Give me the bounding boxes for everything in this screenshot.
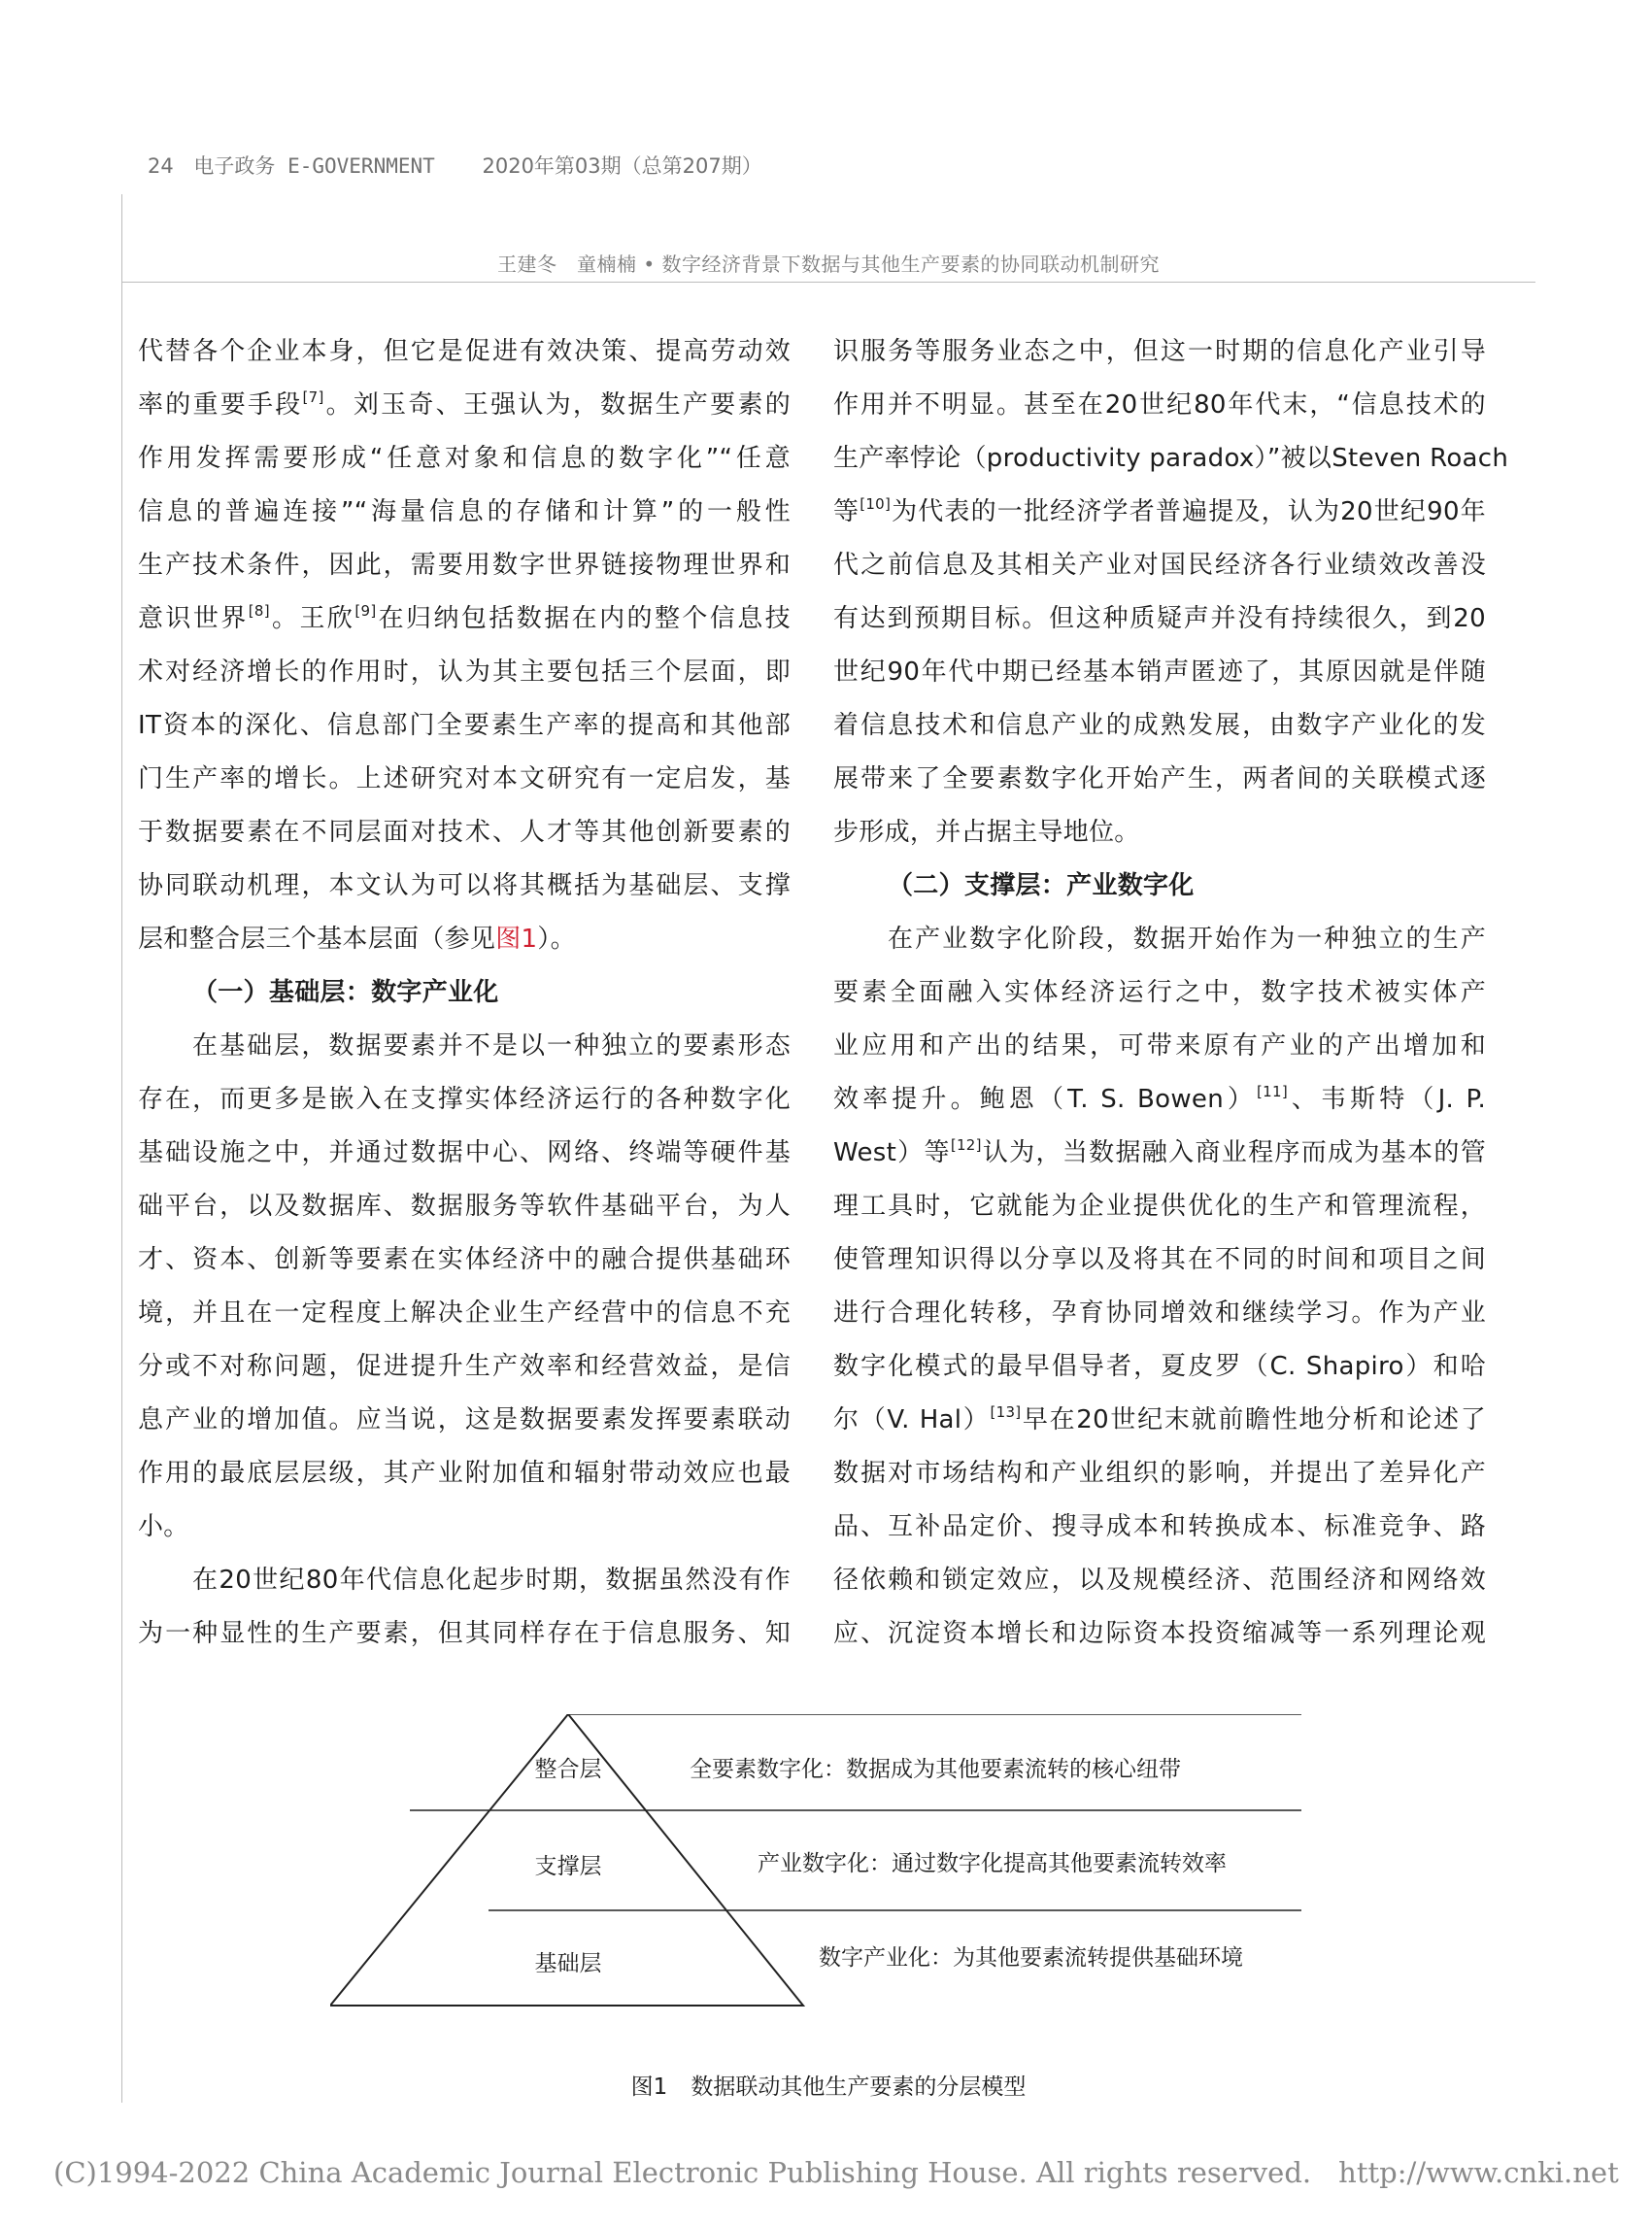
text-line	[138, 1287, 791, 1340]
text-run: 分或不对称问题，促进提升生产效率和经营效益，是信	[138, 1352, 791, 1381]
text-run: 才、资本、创新等要素在实体经济中的融合提供基础环	[138, 1245, 791, 1274]
text-run: 术对经济增长的作用时，认为其主要包括三个层面，即	[138, 658, 791, 687]
text-run: （一）基础层：数字产业化	[192, 978, 499, 1007]
layer-label-integration: 整合层	[534, 1757, 602, 1782]
text-run: 识服务等服务业态之中，但这一时期的信息化产业引导	[833, 337, 1486, 366]
section-heading	[833, 860, 1486, 913]
text-line	[833, 699, 1486, 753]
text-run: 应、沉淀资本增长和边际资本投资缩减等一系列理论观	[833, 1619, 1486, 1648]
magazine-name: 电子政务 E-GOVERNMENT	[193, 154, 435, 178]
citation-ref[interactable]: [12]	[950, 1136, 982, 1154]
text-line	[138, 325, 791, 379]
citation-ref[interactable]: [13]	[990, 1403, 1022, 1421]
text-line	[833, 1554, 1486, 1607]
text-line	[833, 646, 1486, 699]
text-run: 协同联动机理，本文认为可以将其概括为基础层、支撑	[138, 871, 791, 900]
citation-ref[interactable]: [9]	[354, 602, 377, 620]
right-column	[833, 325, 1509, 1661]
copyright-notice: (C)1994-2022 China Academic Journal Electronic Publishing House. All rights reserved.	[53, 2156, 1312, 2189]
text-run: 。王欣	[269, 604, 355, 633]
text-run: 进行合理化转移，孕育协同增效和继续学习。作为产业	[833, 1298, 1486, 1328]
text-run: 存在，而更多是嵌入在支撑实体经济运行的各种数字化	[138, 1085, 791, 1114]
text-line	[138, 753, 791, 806]
text-line	[833, 1607, 1486, 1661]
text-run: 为一种显性的生产要素，但其同样存在于信息服务、知	[138, 1619, 791, 1648]
text-run: 数据对市场结构和产业组织的影响，并提出了差异化产	[833, 1459, 1486, 1488]
text-run: 生产技术条件，因此，需要用数字世界链接物理世界和	[138, 551, 791, 580]
text-run: 要素全面融入实体经济运行之中，数字技术被实体产	[833, 978, 1486, 1007]
layer-desc-support: 产业数字化：通过数字化提高其他要素流转效率	[758, 1851, 1227, 1876]
text-run: 境，并且在一定程度上解决企业生产经营中的信息不充	[138, 1298, 791, 1328]
text-run: 在归纳包括数据在内的整个信息技	[376, 604, 791, 633]
text-line	[138, 1020, 791, 1073]
text-run: 门生产率的增长。上述研究对本文研究有一定启发，基	[138, 764, 791, 793]
text-run: （二）支撑层：产业数字化	[888, 871, 1195, 900]
text-run: 着信息技术和信息产业的成熟发展，由数字产业化的发	[833, 711, 1486, 740]
text-run: ）。	[537, 925, 576, 954]
text-line	[833, 592, 1486, 646]
text-run: 数字化模式的最早倡导者，夏皮罗（C. Shapiro）和哈	[833, 1352, 1486, 1381]
text-line	[138, 1501, 791, 1554]
text-line	[833, 1180, 1486, 1233]
text-line	[138, 432, 791, 486]
text-line	[138, 592, 791, 646]
text-line	[833, 1127, 1486, 1180]
text-run: 作用发挥需要形成“任意对象和信息的数字化”“任意	[138, 444, 791, 473]
citation-ref[interactable]: [7]	[302, 388, 324, 406]
text-run: 世纪90年代中期已经基本销声匿迹了，其原因就是伴随	[833, 658, 1486, 687]
text-run: 在20世纪80年代信息化起步时期，数据虽然没有作	[192, 1566, 791, 1595]
margin-rule	[121, 194, 122, 2103]
text-run: IT资本的深化、信息部门全要素生产率的提高和其他部	[138, 711, 791, 740]
text-run: 于数据要素在不同层面对技术、人才等其他创新要素的	[138, 818, 791, 847]
text-run: 、韦斯特（J. P.	[1288, 1085, 1487, 1114]
text-line	[138, 1073, 791, 1127]
text-line	[833, 806, 1486, 860]
text-run: 生产率悖论（productivity paradox）”被以Steven Roach	[833, 444, 1509, 473]
issue-info: 2020年第03期（总第207期）	[482, 154, 762, 178]
text-run: 品、互补品定价、搜寻成本和转换成本、标准竞争、路	[833, 1512, 1486, 1541]
text-line	[138, 646, 791, 699]
text-line	[833, 1394, 1486, 1447]
text-line	[138, 1127, 791, 1180]
text-line	[833, 539, 1486, 592]
text-line	[833, 1073, 1486, 1127]
text-line	[833, 753, 1486, 806]
citation-ref[interactable]: [10]	[860, 495, 892, 513]
text-line	[833, 1287, 1486, 1340]
layer-desc-integration: 全要素数字化：数据成为其他要素流转的核心纽带	[690, 1757, 1181, 1782]
text-run: 展带来了全要素数字化开始产生，两者间的关联模式逐	[833, 764, 1486, 793]
text-run: West）等	[833, 1138, 951, 1167]
text-run: 基础设施之中，并通过数据中心、网络、终端等硬件基	[138, 1138, 791, 1167]
text-line	[138, 860, 791, 913]
text-line	[833, 1501, 1486, 1554]
text-line	[138, 699, 791, 753]
citation-ref[interactable]: [8]	[248, 602, 270, 620]
text-run: 等	[833, 497, 860, 526]
text-line	[138, 806, 791, 860]
text-line	[138, 913, 791, 966]
text-line	[833, 1233, 1486, 1287]
text-run: 在产业数字化阶段，数据开始作为一种独立的生产	[888, 925, 1486, 954]
text-line	[138, 1233, 791, 1287]
layer-desc-foundation: 数字产业化：为其他要素流转提供基础环境	[819, 1945, 1243, 1971]
text-run: 层和整合层三个基本层面（参见	[138, 925, 496, 954]
layer-label-support: 支撑层	[534, 1854, 602, 1879]
section-heading	[138, 966, 791, 1020]
text-line	[833, 1447, 1486, 1501]
text-line	[138, 1554, 791, 1607]
text-run: 小。	[138, 1512, 189, 1541]
text-run: 信息的普遍连接”“海量信息的存储和计算”的一般性	[138, 497, 791, 526]
text-run: 在基础层，数据要素并不是以一种独立的要素形态	[192, 1031, 791, 1061]
text-run: 息产业的增加值。应当说，这是数据要素发挥要素联动	[138, 1405, 791, 1434]
text-line	[833, 325, 1486, 379]
figure-caption	[121, 2069, 1535, 2101]
text-run: 意识世界	[138, 604, 249, 633]
text-run: 效率提升。鲍恩（T. S. Bowen）	[833, 1085, 1257, 1114]
text-line	[138, 1340, 791, 1394]
text-run: 代之前信息及其相关产业对国民经济各行业绩效改善没	[833, 551, 1486, 580]
citation-ref[interactable]: [11]	[1257, 1083, 1288, 1100]
text-run: 认为，当数据融入商业程序而成为基本的管	[981, 1138, 1486, 1167]
text-run: 有达到预期目标。但这种质疑声并没有持续很久，到20	[833, 604, 1486, 633]
text-run: 率的重要手段	[138, 390, 303, 420]
text-line	[138, 1447, 791, 1501]
text-run: 径依赖和锁定效应，以及规模经济、范围经济和网络效	[833, 1566, 1486, 1595]
page-header	[148, 151, 776, 180]
text-run: 作用的最底层层级，其产业附加值和辐射带动效应也最	[138, 1459, 791, 1488]
text-line	[138, 539, 791, 592]
text-run: 。刘玉奇、王强认为，数据生产要素的	[323, 390, 791, 420]
text-line	[833, 379, 1486, 432]
text-line	[833, 432, 1509, 486]
text-line	[138, 1394, 791, 1447]
caption-number: 图1	[630, 2074, 668, 2100]
text-line	[833, 1020, 1486, 1073]
text-line	[138, 1607, 791, 1661]
text-run: 尔（V. Hal）	[833, 1405, 991, 1434]
text-run: 代替各个企业本身，但它是促进有效决策、提高劳动效	[138, 337, 791, 366]
page-number: 24	[148, 154, 174, 178]
caption-text: 数据联动其他生产要素的分层模型	[691, 2074, 1027, 2100]
text-line	[138, 379, 791, 432]
text-run: 步形成，并占据主导地位。	[833, 818, 1140, 847]
left-column	[138, 325, 791, 1661]
text-line	[138, 1180, 791, 1233]
header-rule	[121, 282, 1535, 283]
text-line	[833, 913, 1486, 966]
text-run: 为代表的一批经济学者普遍提及，认为20世纪90年	[891, 497, 1486, 526]
text-line	[833, 966, 1486, 1020]
page-footer	[53, 2156, 1619, 2189]
figure-1	[330, 1714, 1301, 2054]
text-run: 业应用和产出的结果，可带来原有产业的产出增加和	[833, 1031, 1486, 1061]
text-run: 早在20世纪末就前瞻性地分析和论述了	[1021, 1405, 1487, 1434]
text-line	[138, 486, 791, 539]
text-run: 础平台，以及数据库、数据服务等软件基础平台，为人	[138, 1192, 791, 1221]
layer-label-foundation: 基础层	[534, 1951, 602, 1976]
text-run: 理工具时，它就能为企业提供优化的生产和管理流程，	[833, 1192, 1486, 1221]
text-run: 作用并不明显。甚至在20世纪80年代末，“信息技术的	[833, 390, 1486, 420]
text-line	[833, 486, 1486, 539]
text-line	[833, 1340, 1486, 1394]
cnki-url[interactable]: http://www.cnki.net	[1338, 2156, 1619, 2189]
text-run: 使管理知识得以分享以及将其在不同的时间和项目之间	[833, 1245, 1486, 1274]
figure-link[interactable]: 图1	[495, 925, 538, 954]
running-head: 王建冬 童楠楠 • 数字经济背景下数据与其他生产要素的协同联动机制研究	[496, 253, 1160, 276]
